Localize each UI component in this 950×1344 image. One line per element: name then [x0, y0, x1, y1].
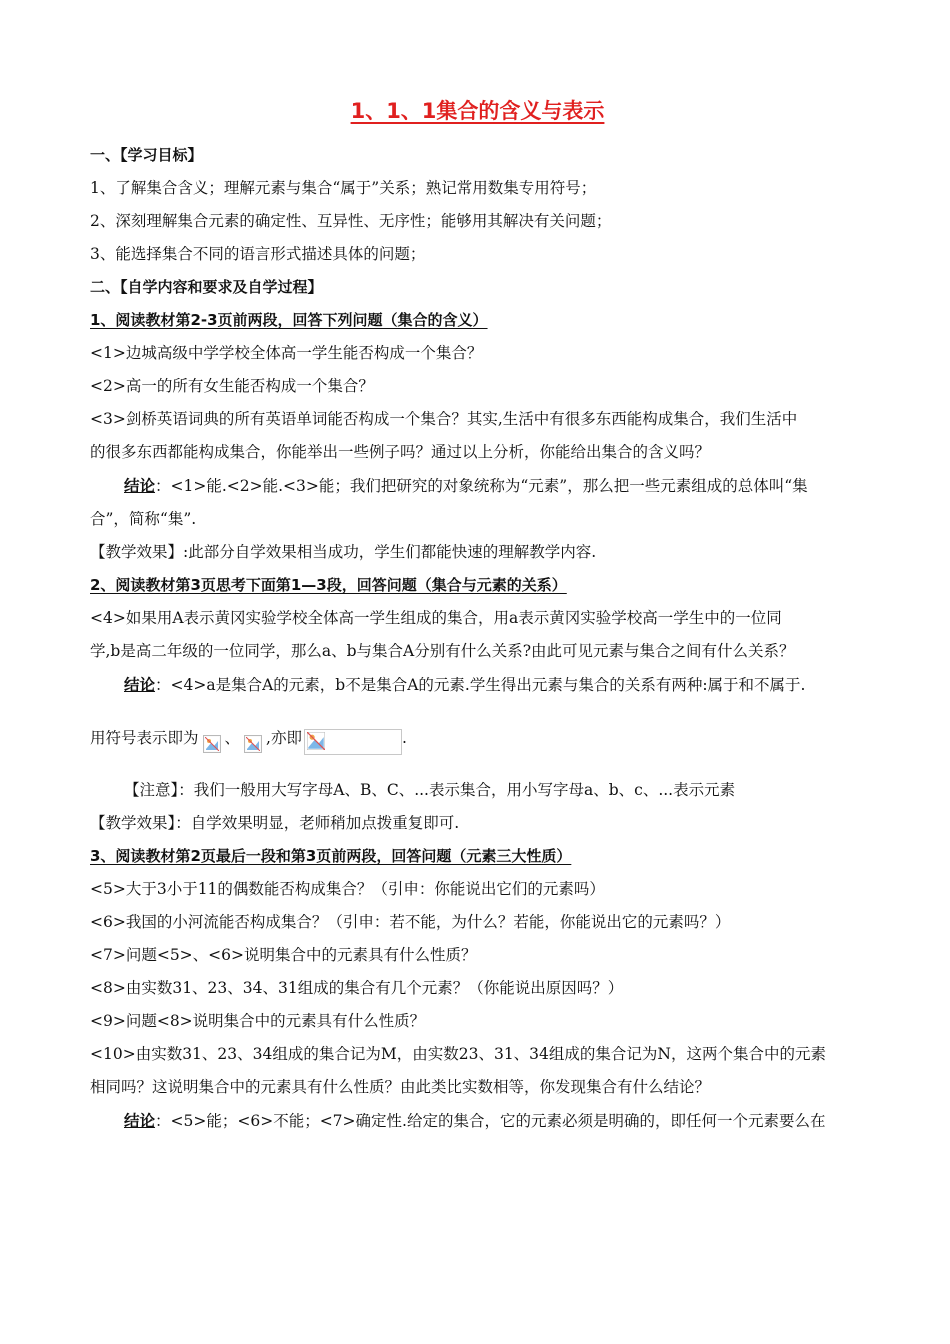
question-4-line-1: <4>如果用A表示黄冈实验学校全体高一学生组成的集合，用a表示黄冈实验学校高一学生中的一位同 — [90, 609, 782, 627]
separator: ,亦即 — [266, 729, 302, 747]
section-heading-process: 二、【自学内容和要求及自学过程】 — [90, 278, 323, 296]
conclusion-text: ：<1>能.<2>能.<3>能；我们把研究的对象统称为“元素”，那么把一些元素组成的总体叫“集 — [155, 477, 808, 495]
broken-image-icon — [304, 729, 402, 755]
teaching-effect-2: 【教学效果】：自学效果明显，老师稍加点拨重复即可. — [90, 814, 460, 832]
question-9: <9>问题<8>说明集合中的元素具有什么性质？ — [90, 1012, 426, 1030]
subsection-heading-3: 3、阅读教材第2页最后一段和第3页前两段，回答问题（元素三大性质） — [90, 847, 572, 865]
section-heading-goals: 一、【学习目标】 — [90, 146, 203, 164]
note: 【注意】：我们一般用大写字母A、B、C、...表示集合，用小写字母a、b、c、...表示元素 — [124, 781, 736, 799]
page-title: 1、1、1集合的含义与表示 — [350, 99, 605, 123]
question-7: <7>问题<5>、<6>说明集合中的元素具有什么性质？ — [90, 946, 477, 964]
teaching-effect-1: 【教学效果】:此部分自学效果相当成功，学生们都能快速的理解教学内容. — [90, 543, 597, 561]
question-5: <5>大于3小于11的偶数能否构成集合？（引申：你能说出它们的元素吗） — [90, 880, 605, 898]
conclusion-1-cont: 合”，简称“集”. — [90, 510, 197, 528]
conclusion-label: 结论 — [124, 476, 156, 495]
question-10-line-1: <10>由实数31、23、34组成的集合记为M，由实数23、31、34组成的集合记为N，这两个集合中的元素 — [90, 1045, 826, 1063]
conclusion-label: 结论 — [124, 675, 156, 694]
conclusion-1 — [90, 469, 865, 503]
broken-image-icon — [244, 735, 262, 753]
question-4-line-2: 学,b是高二年级的一位同学，那么a、b与集合A分别有什么关系?由此可见元素与集合之间有什么关系？ — [90, 642, 795, 660]
question-3-line-1: <3>剑桥英语词典的所有英语单词能否构成一个集合？其实,生活中有很多东西能构成集合，我们生活中 — [90, 410, 798, 428]
question-8: <8>由实数31、23、34、31组成的集合有几个元素？（你能说出原因吗？） — [90, 979, 624, 997]
conclusion-3 — [90, 1104, 865, 1138]
goal-item: 2、深刻理解集合元素的确定性、互异性、无序性；能够用其解决有关问题； — [90, 212, 612, 230]
goal-item: 3、能选择集合不同的语言形式描述具体的问题； — [90, 245, 426, 263]
subsection-heading-1: 1、阅读教材第2-3页前两段，回答下列问题（集合的含义） — [90, 311, 488, 329]
question-3-line-2: 的很多东西都能构成集合，你能举出一些例子吗？通过以上分析，你能给出集合的含义吗？ — [90, 443, 711, 461]
question-6: <6>我国的小河流能否构成集合？（引申：若不能，为什么？若能，你能说出它的元素吗？） — [90, 913, 731, 931]
broken-image-icon — [203, 735, 221, 753]
question-2: <2>高一的所有女生能否构成一个集合？ — [90, 377, 374, 395]
conclusion-label: 结论 — [124, 1111, 156, 1130]
question-1: <1>边城高级中学学校全体高一学生能否构成一个集合？ — [90, 344, 483, 362]
symbol-line — [90, 718, 865, 758]
separator: 、 — [224, 729, 241, 747]
conclusion-2 — [90, 668, 865, 702]
end-period: . — [401, 729, 407, 747]
document-page — [90, 95, 865, 1138]
conclusion-text: ：<4>a是集合A的元素，b不是集合A的元素.学生得出元素与集合的关系有两种:属于和不属于. — [155, 676, 806, 694]
goal-item: 1、了解集合含义；理解元素与集合“属于”关系；熟记常用数集专用符号； — [90, 179, 597, 197]
subsection-heading-2: 2、阅读教材第3页思考下面第1—3段，回答问题（集合与元素的关系） — [90, 576, 567, 594]
conclusion-text: ：<5>能；<6>不能；<7>确定性.给定的集合，它的元素必须是明确的，即任何一个元素要么在 — [155, 1112, 826, 1130]
symbol-prefix: 用符号表示即为 — [90, 729, 199, 747]
question-10-line-2: 相同吗？这说明集合中的元素具有什么性质？由此类比实数相等，你发现集合有什么结论？ — [90, 1078, 711, 1096]
